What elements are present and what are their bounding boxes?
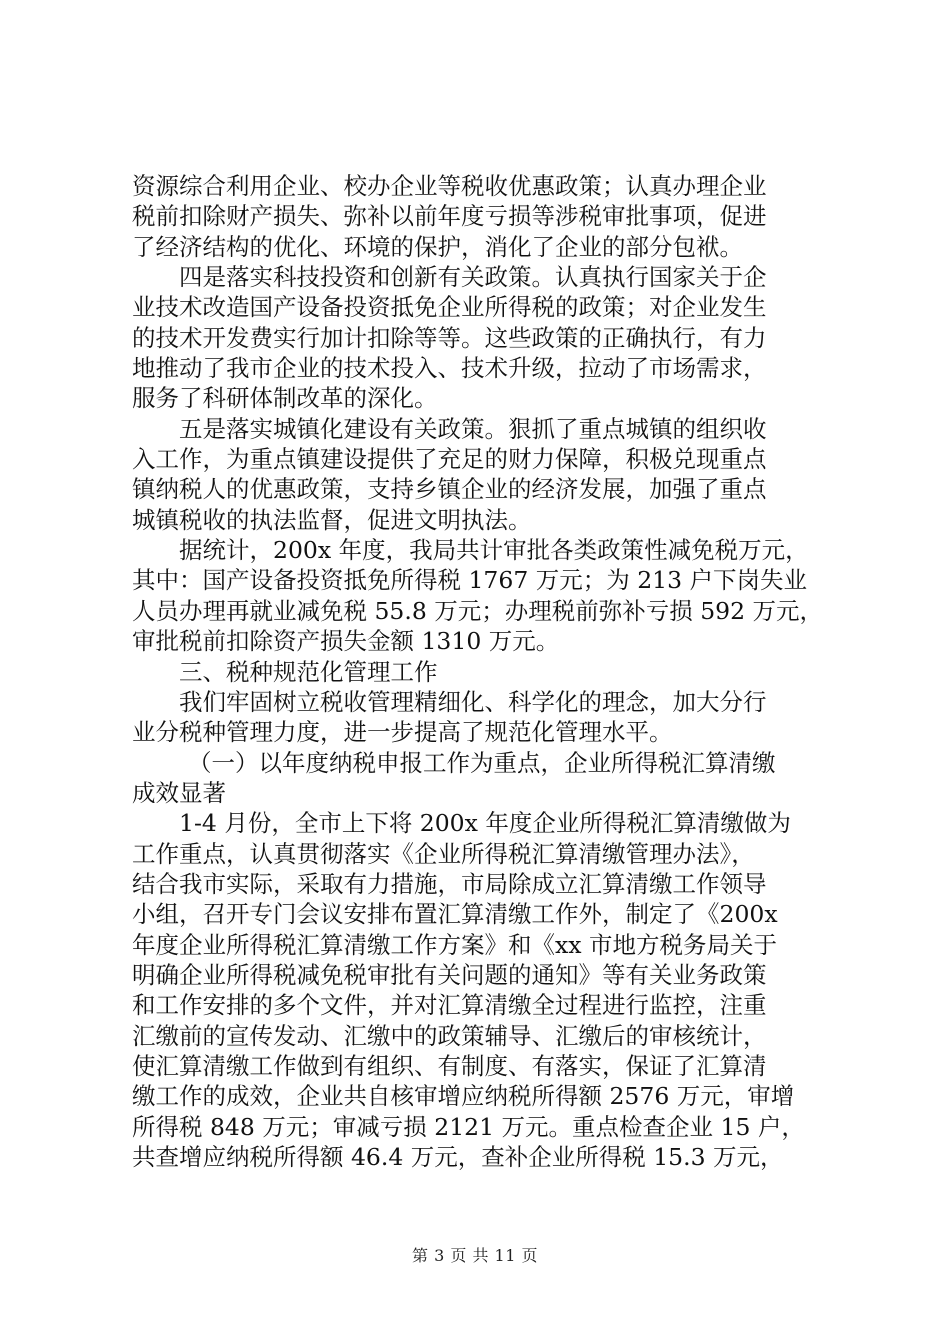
text-line: 所得税 848 万元；审减亏损 2121 万元。重点检查企业 15 户， xyxy=(132,1112,805,1141)
subsection-heading: （一）以年度纳税申报工作为重点，企业所得税汇算清缴 xyxy=(188,748,776,777)
text-line: 了经济结构的优化、环境的保护，消化了企业的部分包袱。 xyxy=(132,232,743,261)
text-line: 税前扣除财产损失、弥补以前年度亏损等涉税审批事项，促进 xyxy=(132,202,767,231)
document-body xyxy=(132,171,838,1172)
text-line: 城镇税收的执法监督，促进文明执法。 xyxy=(132,505,532,534)
paragraph-start-line: 四是落实科技投资和创新有关政策。认真执行国家关于企 xyxy=(179,263,767,292)
subsection-heading-continuation: 成效显著 xyxy=(132,778,226,807)
page-number-footer: 第 3 页 共 11 页 xyxy=(412,1246,538,1265)
text-line: 小组，召开专门会议安排布置汇算清缴工作外，制定了《200x xyxy=(132,900,778,929)
text-line: 缴工作的成效，企业共自核审增应纳税所得额 2576 万元，审增 xyxy=(132,1082,795,1111)
paragraph-start-line: 我们牢固树立税收管理精细化、科学化的理念，加大分行 xyxy=(179,687,767,716)
text-line: 和工作安排的多个文件，并对汇算清缴全过程进行监控，注重 xyxy=(132,991,767,1020)
text-line: 年度企业所得税汇算清缴工作方案》和《xx 市地方税务局关于 xyxy=(132,930,777,959)
section-heading: 三、税种规范化管理工作 xyxy=(179,657,438,686)
text-line: 明确企业所得税减免税审批有关问题的通知》等有关业务政策 xyxy=(132,960,767,989)
paragraph-start-line: 五是落实城镇化建设有关政策。狠抓了重点城镇的组织收 xyxy=(179,414,767,443)
text-line: 其中：国产设备投资抵免所得税 1767 万元；为 213 户下岗失业 xyxy=(132,566,808,595)
text-line: 使汇算清缴工作做到有组织、有制度、有落实，保证了汇算清 xyxy=(132,1051,767,1080)
text-line: 结合我市实际，采取有力措施，市局除成立汇算清缴工作领导 xyxy=(132,869,767,898)
text-line: 审批税前扣除资产损失金额 1310 万元。 xyxy=(132,627,560,656)
text-line: 共查增应纳税所得额 46.4 万元，查补企业所得税 15.3 万元， xyxy=(132,1143,784,1171)
text-line: 服务了科研体制改革的深化。 xyxy=(132,384,438,413)
text-line: 镇纳税人的优惠政策，支持乡镇企业的经济发展，加强了重点 xyxy=(132,475,767,504)
text-line: 汇缴前的宣传发动、汇缴中的政策辅导、汇缴后的审核统计， xyxy=(132,1021,767,1050)
text-line: 地推动了我市企业的技术投入、技术升级，拉动了市场需求， xyxy=(132,354,767,383)
text-line: 业分税种管理力度，进一步提高了规范化管理水平。 xyxy=(132,718,673,747)
text-line: 的技术开发费实行加计扣除等等。这些政策的正确执行，有力 xyxy=(132,323,767,352)
paragraph-start-line: 据统计，200x 年度，我局共计审批各类政策性减免税万元， xyxy=(179,536,809,565)
text-line: 业技术改造国产设备投资抵免企业所得税的政策；对企业发生 xyxy=(132,293,767,322)
text-line: 人员办理再就业减免税 55.8 万元；办理税前弥补亏损 592 万元， xyxy=(132,596,824,625)
text-line: 工作重点，认真贯彻落实《企业所得税汇算清缴管理办法》， xyxy=(132,839,755,868)
text-line: 入工作，为重点镇建设提供了充足的财力保障，积极兑现重点 xyxy=(132,445,767,474)
paragraph-start-line: 1-4 月份，全市上下将 200x 年度企业所得税汇算清缴做为 xyxy=(179,809,791,838)
text-line: 资源综合利用企业、校办企业等税收优惠政策；认真办理企业 xyxy=(132,172,767,200)
